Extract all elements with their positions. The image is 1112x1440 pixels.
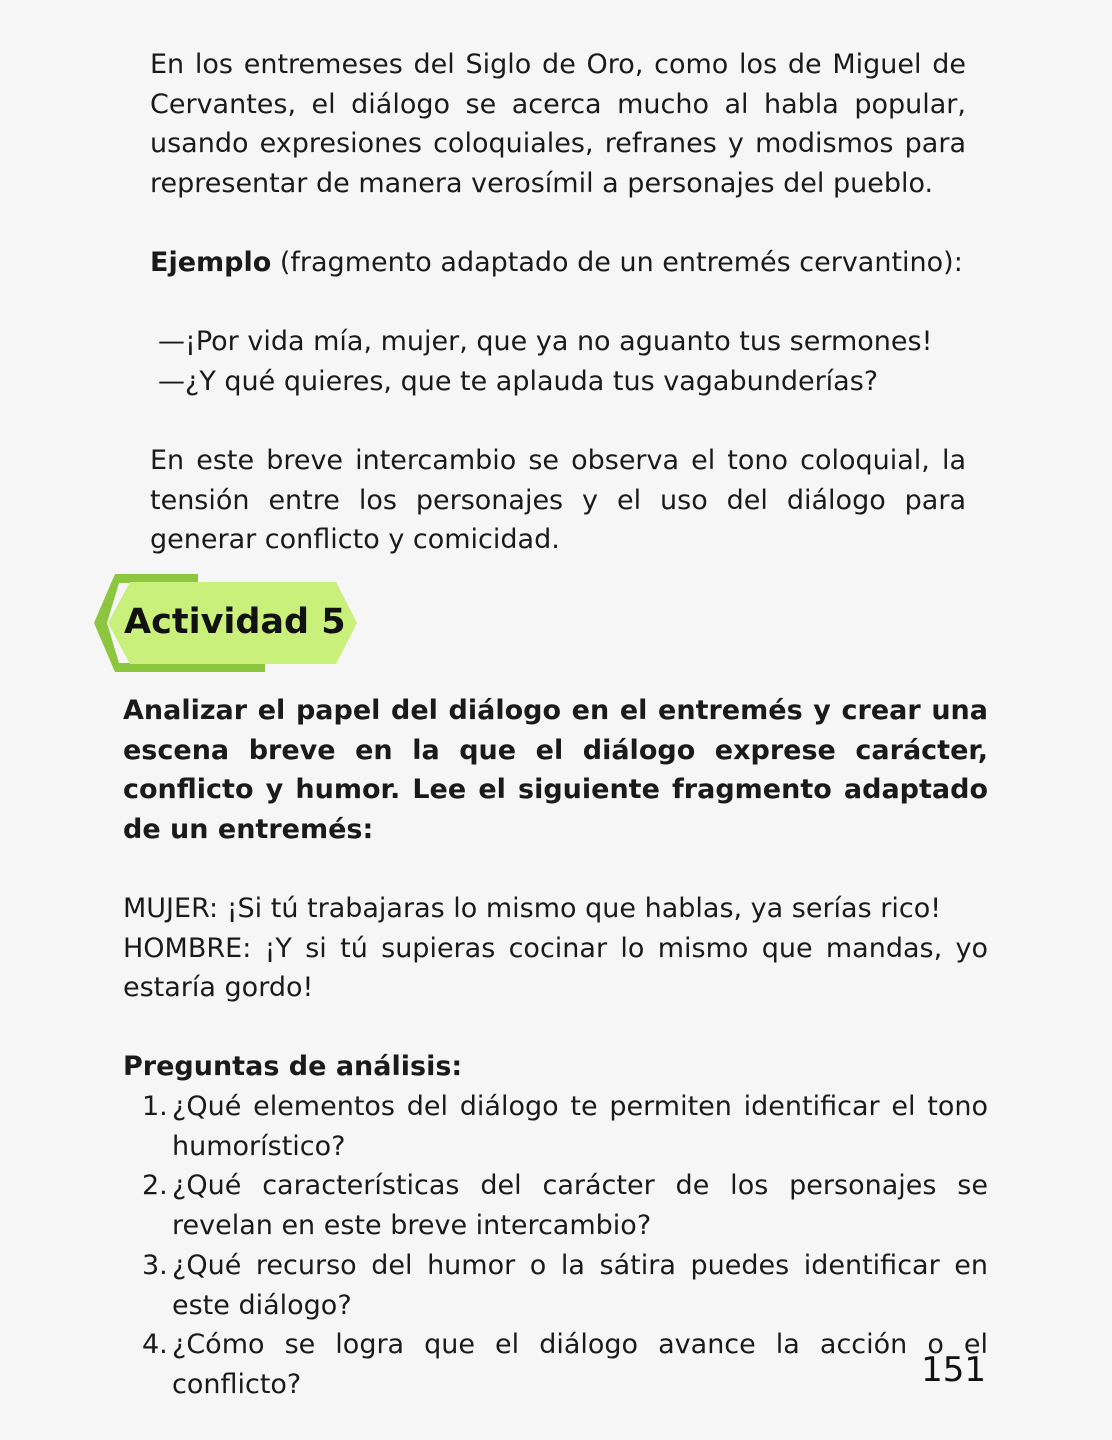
example-text: (fragmento adaptado de un entremés cervantino): xyxy=(271,247,963,278)
questions-list xyxy=(142,1087,988,1405)
activity-task xyxy=(123,691,988,850)
activity-dialogue xyxy=(123,889,988,1008)
question-text: ¿Qué elementos del diálogo te permiten identificar el tono humorístico? xyxy=(172,1091,988,1162)
dialogue-line: MUJER: ¡Si tú trabajaras lo mismo que hablas, ya serías rico! xyxy=(123,893,942,924)
question-item xyxy=(142,1246,988,1325)
question-number: 2. xyxy=(142,1170,168,1202)
question-number: 4. xyxy=(142,1329,168,1361)
question-item xyxy=(142,1325,988,1404)
dialogue-line: —¿Y qué quieres, que te aplauda tus vagabunderías? xyxy=(158,365,879,397)
activity-title: Actividad 5 xyxy=(124,602,346,642)
question-text: ¿Cómo se logra que el diálogo avance la acción o el conflicto? xyxy=(172,1329,988,1400)
page-number: 151 xyxy=(921,1350,986,1390)
question-item xyxy=(142,1166,988,1245)
example-dialogue xyxy=(158,322,966,401)
question-item xyxy=(142,1087,988,1166)
activity-task-text: Analizar el papel del diálogo en el entremés y crear una escena breve en la que el diálogo exprese carácter, conflicto y humor. Lee el siguiente fragmento adaptado de un entremés: xyxy=(123,695,988,846)
example-label: Ejemplo xyxy=(150,247,272,278)
dialogue-line: HOMBRE: ¡Y si tú supieras cocinar lo mismo que mandas, yo estaría gordo! xyxy=(123,932,988,1004)
questions-title: Preguntas de análisis: xyxy=(123,1051,463,1082)
intro-paragraph xyxy=(150,45,966,204)
question-number: 3. xyxy=(142,1249,168,1281)
outro-paragraph xyxy=(150,441,966,560)
example-paragraph xyxy=(150,243,966,283)
intro-text: En los entremeses del Siglo de Oro, como los de Miguel de Cervantes, el diálogo se acerca mucho al habla popular, usando expresiones coloquiales, refranes y modismos para representar de manera verosímil a personajes del pueblo. xyxy=(150,49,966,200)
question-text: ¿Qué características del carácter de los personajes se revelan en este breve intercambio? xyxy=(172,1170,988,1242)
question-text: ¿Qué recurso del humor o la sátira puedes identificar en este diálogo? xyxy=(172,1249,988,1321)
question-number: 1. xyxy=(142,1091,168,1122)
dialogue-line: —¡Por vida mía, mujer, que ya no aguanto tus sermones! xyxy=(158,326,933,357)
outro-text: En este breve intercambio se observa el tono coloquial, la tensión entre los personajes y el uso del diálogo para generar conflicto y comicidad. xyxy=(150,445,966,556)
